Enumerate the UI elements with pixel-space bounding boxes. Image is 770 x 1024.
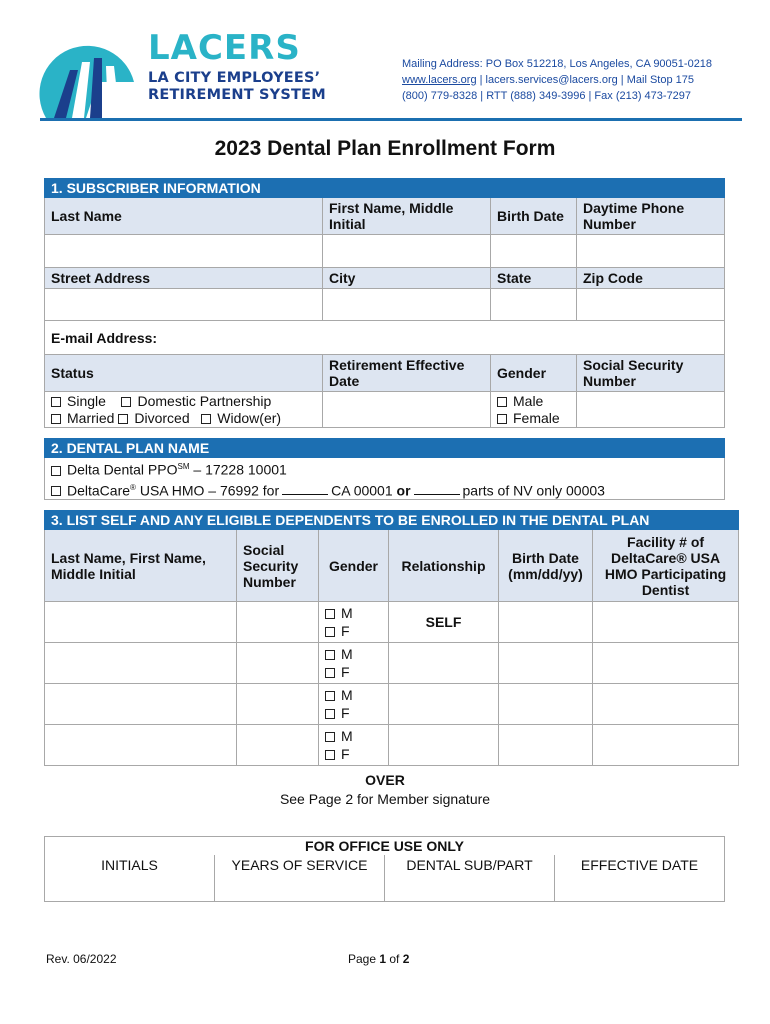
office-use-table (44, 836, 725, 902)
lacers-logo-icon (38, 22, 138, 122)
birth-date-label: Birth Date (491, 198, 577, 235)
logo-subtitle-line1: LA CITY EMPLOYEES’ (148, 70, 321, 86)
page-current: 1 (379, 952, 387, 966)
gender-m-label: M (341, 605, 353, 621)
gender-f-option[interactable] (325, 704, 382, 722)
email-mailstop: | lacers.services@lacers.org | Mail Stop 175 (476, 74, 694, 86)
gender-f-label: F (341, 664, 350, 680)
state-field[interactable] (491, 289, 577, 321)
checkbox-icon[interactable] (325, 627, 335, 637)
dependent-gender-options (319, 684, 389, 725)
hmo-or: or (396, 482, 411, 499)
checkbox-icon[interactable] (325, 609, 335, 619)
status-married-label: Married (67, 409, 115, 426)
dependent-relationship-field[interactable] (389, 725, 499, 766)
first-name-label: First Name, Middle Initial (323, 198, 491, 235)
hmo-registered-mark: ® (130, 482, 136, 492)
dental-plan-name-table (44, 438, 725, 500)
plan-options (45, 458, 725, 500)
dependent-birth-date-field[interactable] (499, 602, 593, 643)
dependent-name-field[interactable] (45, 643, 237, 684)
page-mid: of (386, 952, 403, 966)
dependents-table (44, 510, 739, 766)
gender-f-option[interactable] (325, 622, 382, 640)
checkbox-icon[interactable] (325, 668, 335, 678)
dependent-name-field[interactable] (45, 725, 237, 766)
phone-line: (800) 779-8328 | RTT (888) 349-3996 | Fax (213) 473-7297 (402, 90, 692, 102)
status-domestic-partnership-label: Domestic Partnership (137, 392, 272, 409)
dependent-name-field[interactable] (45, 602, 237, 643)
dependent-birth-date-field[interactable] (499, 643, 593, 684)
section3-heading: 3. LIST SELF AND ANY ELIGIBLE DEPENDENTS TO BE ENROLLED IN THE DENTAL PLAN (45, 511, 739, 530)
section1-heading: 1. SUBSCRIBER INFORMATION (45, 179, 725, 198)
gender-m-option[interactable] (325, 727, 382, 745)
checkbox-icon[interactable] (51, 466, 61, 476)
status-options (45, 392, 323, 428)
gender-male-label: Male (513, 392, 544, 409)
street-address-field[interactable] (45, 289, 323, 321)
over-label: OVER (365, 772, 405, 788)
revision-date: Rev. 06/2022 (46, 952, 117, 966)
checkbox-icon[interactable] (121, 397, 131, 407)
status-single-label: Single (67, 392, 106, 409)
birth-date-field[interactable] (491, 235, 577, 268)
checkbox-icon[interactable] (497, 397, 507, 407)
daytime-phone-label: Daytime Phone Number (577, 198, 725, 235)
retirement-date-label: Retirement Effective Date (323, 355, 491, 392)
gender-m-option[interactable] (325, 686, 382, 704)
checkbox-icon[interactable] (51, 397, 61, 407)
dependent-gender-options (319, 725, 389, 766)
last-name-field[interactable] (45, 235, 323, 268)
gender-female-option[interactable] (497, 410, 570, 427)
plan-hmo-option[interactable] (51, 479, 718, 500)
city-label: City (323, 268, 491, 289)
col-relationship-header: Relationship (389, 530, 499, 602)
gender-f-option[interactable] (325, 663, 382, 681)
dependent-name-field[interactable] (45, 684, 237, 725)
table-row (45, 725, 739, 766)
subscriber-information-table (44, 178, 725, 428)
gender-m-label: M (341, 687, 353, 703)
dependent-facility-field[interactable] (593, 684, 739, 725)
mailing-address-block (402, 56, 712, 104)
col-name-header: Last Name, First Name, Middle Initial (45, 530, 237, 602)
gender-m-option[interactable] (325, 604, 382, 622)
logo-subtitle (148, 70, 326, 104)
dependent-facility-field[interactable] (593, 643, 739, 684)
col-gender-header: Gender (319, 530, 389, 602)
checkbox-icon[interactable] (118, 414, 128, 424)
checkbox-icon[interactable] (201, 414, 211, 424)
ssn-label: Social Security Number (577, 355, 725, 392)
status-divorced-label: Divorced (134, 409, 190, 426)
status-domestic-partnership-option[interactable] (121, 393, 271, 409)
email-field[interactable] (45, 321, 725, 355)
status-divorced-option[interactable] (118, 410, 189, 426)
gender-f-label: F (341, 746, 350, 762)
hmo-name: DeltaCare (67, 482, 131, 499)
relationship-self: SELF (389, 602, 499, 643)
form-title: 2023 Dental Plan Enrollment Form (214, 137, 556, 160)
col-facility-header: Facility # of DeltaCare® USA HMO Participating Dentist (593, 530, 739, 602)
mailing-address: Mailing Address: PO Box 512218, Los Angeles, CA 90051-0218 (402, 58, 713, 70)
checkbox-icon[interactable] (51, 414, 61, 424)
gender-female-label: Female (513, 409, 560, 426)
dependent-facility-field[interactable] (593, 602, 739, 643)
checkbox-icon[interactable] (51, 486, 61, 496)
gender-f-label: F (341, 623, 350, 639)
dependent-birth-date-field[interactable] (499, 725, 593, 766)
dependent-ssn-field[interactable] (237, 725, 319, 766)
ppo-number: – 17228 10001 (189, 461, 287, 478)
hmo-ca-blank[interactable] (282, 484, 328, 495)
gender-f-label: F (341, 705, 350, 721)
gender-m-label: M (341, 728, 353, 744)
gender-options (491, 392, 577, 428)
gender-label: Gender (491, 355, 577, 392)
table-row (45, 602, 739, 643)
gender-male-option[interactable] (497, 393, 570, 410)
zip-code-field[interactable] (577, 289, 725, 321)
ssn-field[interactable] (577, 392, 725, 428)
city-field[interactable] (323, 289, 491, 321)
section2-heading: 2. DENTAL PLAN NAME (45, 439, 725, 458)
dependent-facility-field[interactable] (593, 725, 739, 766)
page-number (348, 952, 409, 966)
dependent-ssn-field[interactable] (237, 602, 319, 643)
status-label: Status (45, 355, 323, 392)
letterhead (0, 0, 770, 122)
gender-f-option[interactable] (325, 745, 382, 763)
dependent-relationship-field[interactable] (389, 684, 499, 725)
page-total: 2 (402, 952, 410, 966)
hmo-ca-code: CA 00001 (331, 482, 393, 499)
hmo-nv-code: parts of NV only 00003 (462, 482, 605, 499)
checkbox-icon[interactable] (325, 691, 335, 701)
gender-m-label: M (341, 646, 353, 662)
office-effective-date: EFFECTIVE DATE (555, 855, 725, 901)
state-label: State (491, 268, 577, 289)
status-widower-label: Widow(er) (217, 409, 282, 426)
office-initials: INITIALS (45, 855, 215, 901)
retirement-date-field[interactable] (323, 392, 491, 428)
logo-subtitle-line2: RETIREMENT SYSTEM (148, 87, 326, 103)
checkbox-icon[interactable] (325, 750, 335, 760)
col-ssn-header: Social Security Number (237, 530, 319, 602)
dependent-gender-options (319, 602, 389, 643)
office-dental-subpart: DENTAL SUB/PART (385, 855, 555, 901)
checkbox-icon[interactable] (325, 732, 335, 742)
checkbox-icon[interactable] (497, 414, 507, 424)
header-divider (40, 118, 742, 121)
ppo-servicemark: SM (177, 462, 190, 471)
status-single-option[interactable] (51, 393, 106, 409)
last-name-label: Last Name (45, 198, 323, 235)
zip-code-label: Zip Code (577, 268, 725, 289)
table-row (45, 643, 739, 684)
status-married-option[interactable] (51, 410, 114, 426)
plan-ppo-option[interactable] (51, 458, 718, 479)
hmo-number: USA HMO – 76992 for (135, 482, 280, 499)
dependent-ssn-field[interactable] (237, 643, 319, 684)
contact-line (402, 72, 712, 88)
checkbox-icon[interactable] (325, 650, 335, 660)
hmo-nv-blank[interactable] (414, 484, 460, 495)
status-widower-option[interactable] (201, 410, 281, 426)
table-row (45, 684, 739, 725)
dependent-gender-options (319, 643, 389, 684)
first-name-field[interactable] (323, 235, 491, 268)
col-birth-date-header: Birth Date (mm/dd/yy) (499, 530, 593, 602)
website-link[interactable]: www.lacers.org (402, 74, 477, 86)
logo-name: LACERS (148, 28, 301, 68)
gender-m-option[interactable] (325, 645, 382, 663)
office-use-heading: FOR OFFICE USE ONLY (45, 837, 725, 856)
daytime-phone-field[interactable] (577, 235, 725, 268)
email-label: E-mail Address: (51, 329, 158, 346)
street-address-label: Street Address (45, 268, 323, 289)
checkbox-icon[interactable] (325, 709, 335, 719)
ppo-name: Delta Dental PPO (67, 461, 178, 478)
page-prefix: Page (348, 952, 380, 966)
dependent-relationship-field[interactable] (389, 643, 499, 684)
dependent-birth-date-field[interactable] (499, 684, 593, 725)
see-page-note: See Page 2 for Member signature (279, 791, 491, 807)
dependent-ssn-field[interactable] (237, 684, 319, 725)
office-years-of-service: YEARS OF SERVICE (215, 855, 385, 901)
